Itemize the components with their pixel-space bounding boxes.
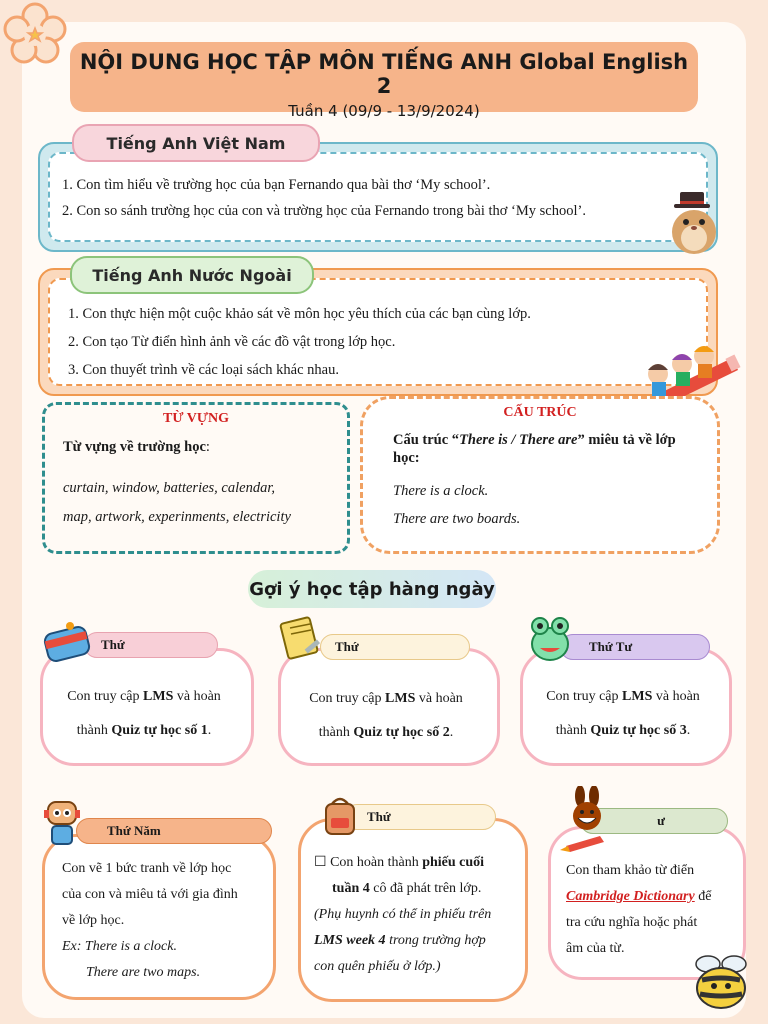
day-label: Thứ <box>335 639 359 654</box>
day-text-sat <box>566 858 736 962</box>
rabbit-rocket-icon <box>560 786 616 856</box>
structure-example: There is a clock. <box>393 483 489 499</box>
day-text-bold: phiếu cuối <box>422 855 485 870</box>
structure-lead-em: There is / There are <box>459 432 578 448</box>
day-text-tail: để <box>694 889 712 904</box>
structure-lead <box>393 431 697 467</box>
structure-box <box>360 396 720 554</box>
day-pill-fri <box>344 804 496 830</box>
day-example: There are two maps. <box>86 965 201 980</box>
structure-lead-pre: Cấu trúc “ <box>393 432 460 448</box>
day-note-bold: LMS week 4 <box>314 933 386 948</box>
day-line <box>566 884 736 910</box>
day-text-mid: và hoàn <box>173 689 221 704</box>
vocab-heading: TỪ VỰNG <box>163 411 229 426</box>
day-label: Thứ Năm <box>107 823 161 838</box>
day-line <box>282 682 490 716</box>
structure-lead-post: ” miêu tả về lớp học: <box>393 432 676 466</box>
day-text-mid: và hoàn <box>415 691 463 706</box>
day-text-pre: Con hoàn thành <box>326 855 423 870</box>
day-text-thu <box>62 856 266 986</box>
quiz-label: Quiz tự học số 1 <box>111 723 208 738</box>
day-example: Ex: There is a clock. <box>62 939 177 954</box>
vocab-lead-colon: : <box>205 439 210 455</box>
day-line: về lớp học. <box>62 913 125 928</box>
flower-icon <box>2 2 68 68</box>
day-note: (Phụ huynh có thể in phiếu trên <box>314 907 492 922</box>
checkbox-icon: ☐ <box>314 855 327 870</box>
day-line <box>524 714 722 748</box>
day-label: Thứ Tư <box>589 639 633 654</box>
day-text-wed <box>524 680 722 748</box>
section-vn-label: Tiếng Anh Việt Nam <box>72 124 320 162</box>
vocab-line: curtain, window, batteries, calendar, <box>63 480 275 496</box>
day-text-pre: Con truy cập <box>546 689 623 704</box>
section-nn-list <box>68 300 688 384</box>
day-line <box>314 850 514 876</box>
day-text-done: thành <box>555 723 591 738</box>
day-line: tra cứu nghĩa hoặc phát <box>566 915 698 930</box>
section-nn-label: Tiếng Anh Nước Ngoài <box>70 256 314 294</box>
day-text-fri <box>314 850 514 980</box>
frog-icon <box>528 612 572 664</box>
day-text-pre: Con truy cập <box>309 691 386 706</box>
day-line <box>44 680 244 714</box>
structure-examples <box>393 477 717 533</box>
day-pill-mon <box>84 632 218 658</box>
day-text-post: cô đã phát trên lớp. <box>369 881 482 896</box>
list-item: 2. Con so sánh trường học của con và trường học của Fernando trong bài thơ ‘My school’. <box>62 203 586 219</box>
day-line: của con và miêu tả với gia đình <box>62 887 238 902</box>
backpack-icon <box>318 794 362 838</box>
day-line <box>282 716 490 750</box>
day-text-end: . <box>449 725 454 740</box>
day-text-end: . <box>207 723 212 738</box>
day-text-bold: tuần 4 <box>332 881 370 896</box>
structure-heading: CẤU TRÚC <box>503 405 577 420</box>
pencil-case-icon <box>40 616 96 668</box>
day-line: Con vẽ 1 bức tranh về lớp học <box>62 861 232 876</box>
day-pill-tue <box>320 634 470 660</box>
day-label: Thứ <box>101 637 125 652</box>
list-item: 3. Con thuyết trình về các loại sách khác nhau. <box>68 362 339 378</box>
vocab-words <box>63 474 347 532</box>
notebook-icon <box>274 614 326 666</box>
day-text-end: . <box>686 723 691 738</box>
quiz-label: Quiz tự học số 3 <box>590 723 687 738</box>
day-text-done: thành <box>318 725 354 740</box>
robot-icon <box>40 796 84 850</box>
day-line: Con tham khảo từ điển <box>566 863 695 878</box>
lms-label: LMS <box>622 689 653 704</box>
vocab-line: map, artwork, experinments, electricity <box>63 509 291 525</box>
lms-label: LMS <box>385 691 416 706</box>
structure-example: There are two boards. <box>393 511 521 527</box>
hamster-icon <box>664 190 724 256</box>
day-note: con quên phiếu ở lớp.) <box>314 959 441 974</box>
lms-label: LMS <box>143 689 174 704</box>
list-item: 1. Con thực hiện một cuộc khảo sát về môn học yêu thích của các bạn cùng lớp. <box>68 306 531 322</box>
cambridge-dictionary-link[interactable]: Cambridge Dictionary <box>566 889 695 904</box>
day-text-pre: Con truy cập <box>67 689 144 704</box>
day-line <box>314 876 514 902</box>
tips-heading: Gợi ý học tập hàng ngày <box>248 570 496 608</box>
day-text-mid: và hoàn <box>652 689 700 704</box>
day-text-mon <box>44 680 244 748</box>
day-pill-thu <box>76 818 272 844</box>
page-title: NỘI DUNG HỌC TẬP MÔN TIẾNG ANH Global English 2 <box>79 50 689 98</box>
day-line: âm của từ. <box>566 941 625 956</box>
title-banner <box>70 42 698 120</box>
vocab-lead-bold: Từ vựng về trường học <box>63 439 206 455</box>
list-item: 2. Con tạo Từ điển hình ảnh về các đồ vật trong lớp học. <box>68 334 396 350</box>
day-line <box>44 714 244 748</box>
quiz-label: Quiz tự học số 2 <box>353 725 450 740</box>
day-note: trong trường hợp <box>385 933 486 948</box>
day-pill-wed <box>560 634 710 660</box>
vocab-box <box>42 402 350 554</box>
day-line <box>524 680 722 714</box>
list-item: 1. Con tìm hiểu về trường học của bạn Fernando qua bài thơ ‘My school’. <box>62 177 491 193</box>
page-subtitle: Tuần 4 (09/9 - 13/9/2024) <box>288 102 480 120</box>
day-label: ư <box>657 813 665 828</box>
section-vn-list <box>62 172 682 224</box>
day-line <box>314 928 514 954</box>
day-text-done: thành <box>76 723 112 738</box>
day-text-tue <box>282 682 490 750</box>
bee-icon <box>688 950 754 1014</box>
day-label: Thứ <box>367 809 391 824</box>
vocab-lead <box>63 439 347 456</box>
